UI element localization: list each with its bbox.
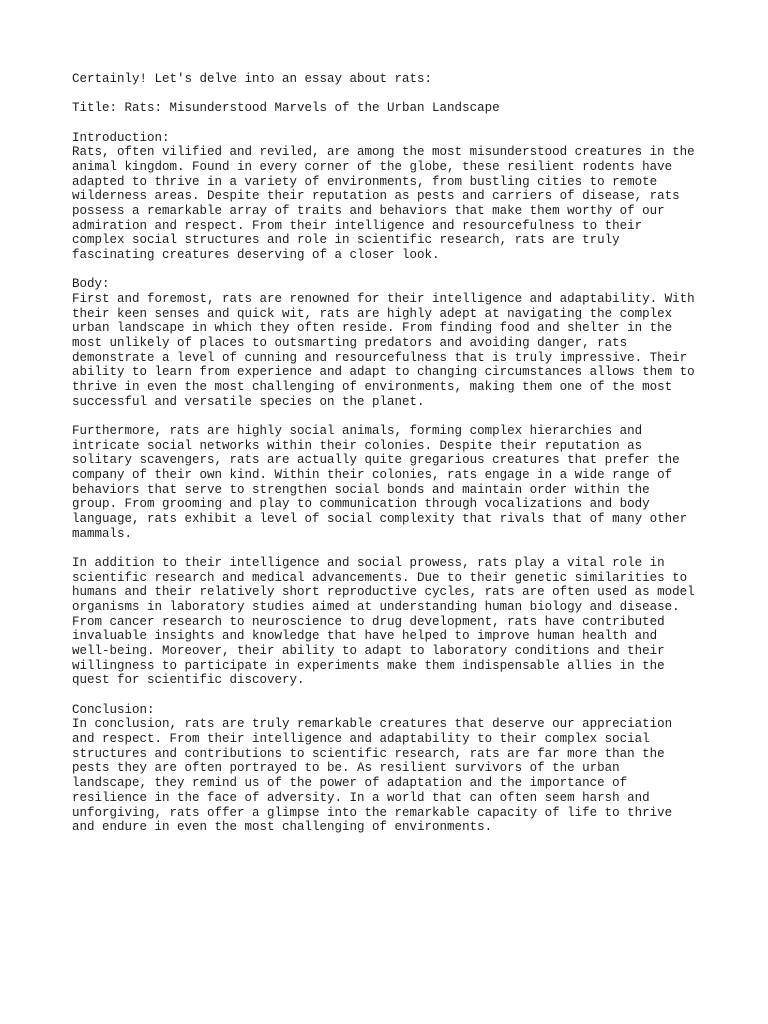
body-paragraph-intelligence: First and foremost, rats are renowned for their intelligence and adaptability. With their keen senses and quick wit, rats are highly adept at navigating the complex urban landscape in which they often reside. From finding food and shelter in the most unlikely of places to outsmarting predators and avoiding danger, rats demonstrate a level of cunning and resourcefulness that is truly impressive. Their ability to learn from experience and adapt to changing circumstances allows them to thrive in even the most challenging of environments, making them one of the most successful and versatile species on the planet. xyxy=(72,292,695,409)
body-paragraph-social: Furthermore, rats are highly social animals, forming complex hierarchies and intricate social networks within their colonies. Despite their reputation as solitary scavengers, rats are actually quite gregarious creatures that prefer the company of their own kind. Within their colonies, rats engage in a wide range of behaviors that serve to strengthen social bonds and maintain order within the group. From grooming and play to communication through vocalizations and body language, rats exhibit a level of social complexity that rivals that of many other mammals. xyxy=(72,424,688,541)
section-conclusion xyxy=(72,703,768,835)
introduction-paragraph: Rats, often vilified and reviled, are among the most misunderstood creatures in the animal kingdom. Found in every corner of the globe, these resilient rodents have adapted to thrive in a variety of environments, from bustling cities to remote wilderness areas. Despite their reputation as pests and carriers of disease, rats possess a remarkable array of traits and behaviors that make them worthy of our admiration and respect. From their intelligence and resourcefulness to their complex social structures and role in scientific research, rats are truly fascinating creatures deserving of a closer look. xyxy=(72,145,695,263)
section-heading-body: Body: xyxy=(72,277,110,292)
section-heading-conclusion: Conclusion: xyxy=(72,702,155,717)
body-paragraph-research: In addition to their intelligence and social prowess, rats play a vital role in scientific research and medical advancements. Due to their genetic similarities to humans and their relatively short reproductive cycles, rats are often used as model organisms in laboratory studies aimed at understanding human biology and disease. From cancer research to neuroscience to drug development, rats have contributed invaluable insights and knowledge that have helped to improve human health and well-being. Moreover, their ability to adapt to laboratory conditions and their willingness to participate in experiments make them indispensable allies in the quest for scientific discovery. xyxy=(72,556,695,688)
conclusion-paragraph: In conclusion, rats are truly remarkable creatures that deserve our appreciation and respect. From their intelligence and adaptability to their complex social structures and contributions to scientific research, rats are far more than the pests they are often portrayed to be. As resilient survivors of the urban landscape, they remind us of the power of adaptation and the importance of resilience in the face of adversity. In a world that can often seem harsh and unforgiving, rats offer a glimpse into the remarkable capacity of life to thrive and endure in even the most challenging of environments. xyxy=(72,717,673,835)
section-body xyxy=(72,277,768,688)
section-introduction xyxy=(72,131,768,263)
preface-line: Certainly! Let's delve into an essay about rats: xyxy=(72,72,433,86)
section-heading-introduction: Introduction: xyxy=(72,130,170,145)
essay-title: Title: Rats: Misunderstood Marvels of the Urban Landscape xyxy=(72,101,500,116)
